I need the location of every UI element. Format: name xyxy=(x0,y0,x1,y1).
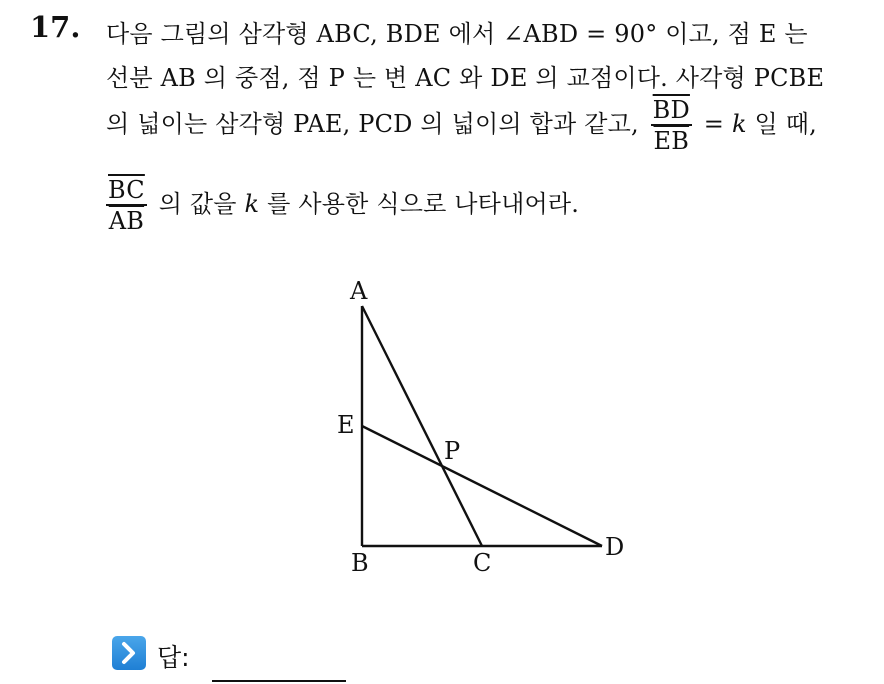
question-line-2: 선분 AB 의 중점, 점 P 는 변 AC 와 DE 의 교점이다. 사각형 PCBE xyxy=(106,64,825,92)
variable-k: k xyxy=(244,190,260,218)
label-e: E xyxy=(337,411,355,439)
label-c: C xyxy=(473,549,492,577)
label-b: B xyxy=(351,549,369,577)
line4-tail: 를 사용한 식으로 나타내어라. xyxy=(267,190,580,218)
line4-text: 의 값을 xyxy=(158,190,237,218)
chevron-right-icon xyxy=(112,636,146,670)
line3-tail: 일 때, xyxy=(754,110,817,138)
question-line-1: 다음 그림의 삼각형 ABC, BDE 에서 ∠ABD = 90° 이고, 점 E 는 xyxy=(106,20,808,48)
fraction-numerator: $\overline{BD}$ xyxy=(652,96,690,124)
fraction-denominator: AB xyxy=(106,204,147,233)
fraction-denominator: EB xyxy=(651,124,692,153)
answer-label: 답: xyxy=(157,643,190,672)
fraction-numerator: $\overline{BC}$ xyxy=(108,176,145,204)
label-d: D xyxy=(605,533,625,561)
segment-ac xyxy=(362,306,482,546)
question-number: 17. xyxy=(30,10,81,44)
line3-text: 의 넓이는 삼각형 PAE, PCD 의 넓이의 합과 같고, xyxy=(106,110,639,138)
label-p: P xyxy=(444,437,461,465)
segment-ed xyxy=(362,426,602,546)
answer-blank[interactable] xyxy=(212,680,346,682)
variable-k: k xyxy=(731,110,747,138)
label-a: A xyxy=(350,277,368,305)
equals-sign: = xyxy=(703,110,725,138)
